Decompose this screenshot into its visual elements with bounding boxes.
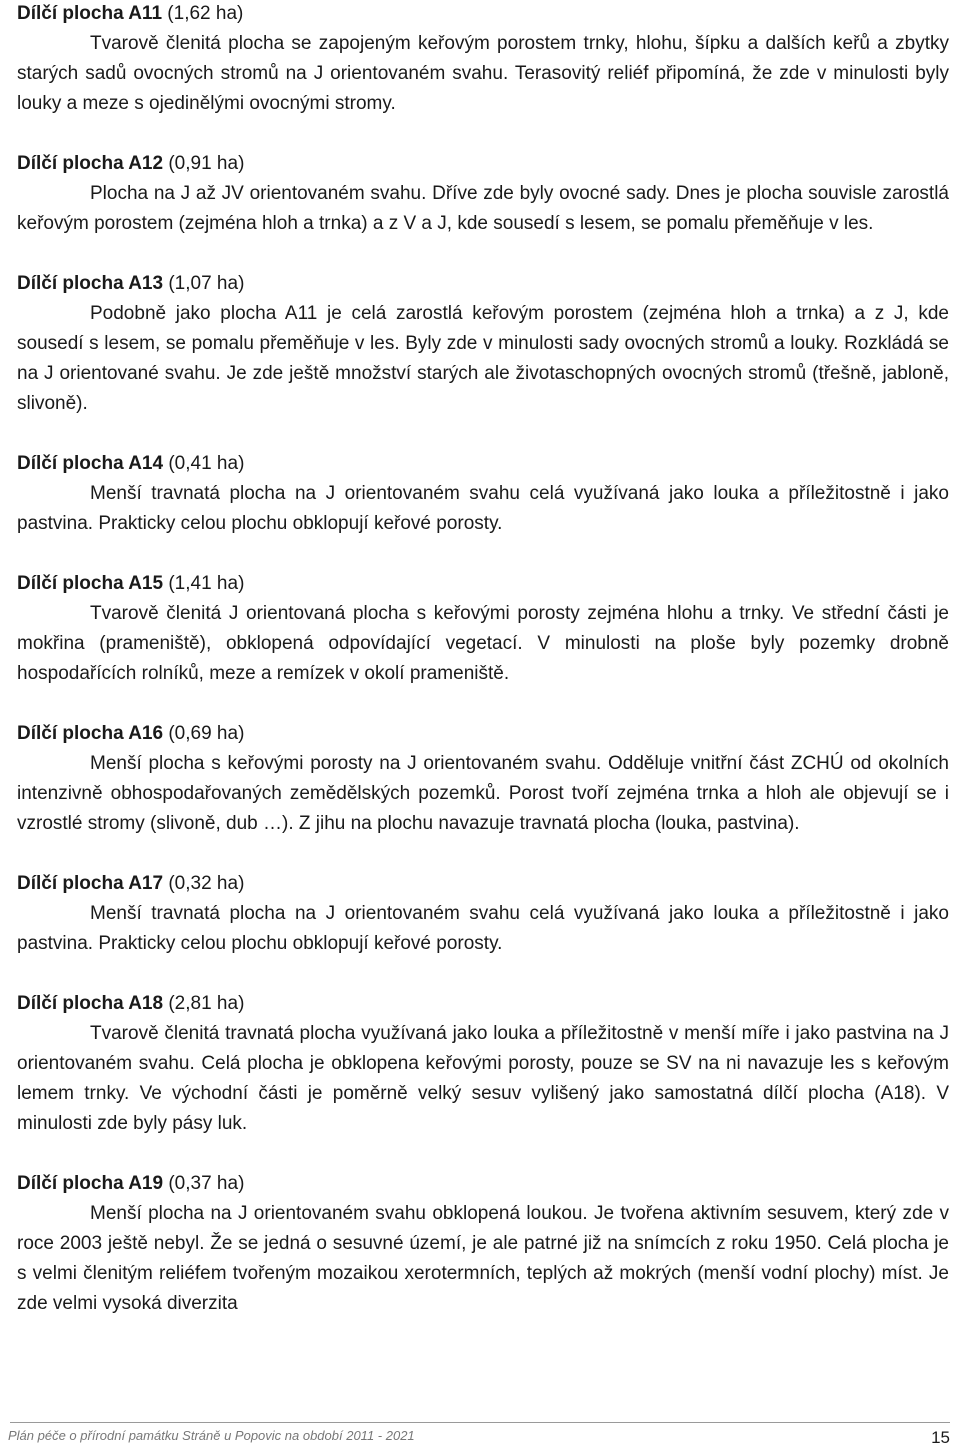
- section-text: Tvarově členitá J orientovaná plocha s keřovými porosty zejména hlohu a trnky. Ve střední části je mokřina (prameniště), obklopená odpovídající vegetací. V minulosti na ploše byly pozemky drobně hospodařících rolníků, meze a remízek v okolí prameniště.: [17, 603, 949, 684]
- section-text: Podobně jako plocha A11 je celá zarostlá keřovým porostem (zejména hloh a trnka) a z J, kde sousedí s lesem, se pomalu přeměňuje v les. Byly zde v minulosti sady ovocných stromů a louky. Rozkládá se na J orientované svahu. Je zde ještě množství starých ale životaschopných ovocných stromů (třešně, jabloně, slivoně).: [17, 303, 949, 414]
- section-area: (0,69 ha): [168, 723, 245, 744]
- section-heading: [17, 869, 949, 899]
- section-name: Dílčí plocha A18: [17, 993, 164, 1014]
- section-heading: [17, 0, 949, 29]
- section-a11: [17, 0, 949, 119]
- section-text: Menší travnatá plocha na J orientovaném svahu celá využívaná jako louka a příležitostně i jako pastvina. Prakticky celou plochu obklopují keřové porosty.: [17, 483, 949, 534]
- section-heading: [17, 449, 949, 479]
- section-a12: [17, 149, 949, 239]
- section-heading: [17, 269, 949, 299]
- section-a13: [17, 269, 949, 419]
- footer-title: Plán péče o přírodní památku Stráně u Popovic na období 2011 - 2021: [8, 1428, 415, 1443]
- section-area: (1,41 ha): [168, 573, 245, 594]
- section-heading: [17, 989, 949, 1019]
- section-area: (2,81 ha): [168, 993, 245, 1014]
- section-a19: [17, 1169, 949, 1319]
- section-a18: [17, 989, 949, 1139]
- section-heading: [17, 1169, 949, 1199]
- section-text: Tvarově členitá travnatá plocha využívaná jako louka a příležitostně v menší míře i jako pastvina na J orientovaném svahu. Celá plocha je obklopena keřovými porosty, pouze se SV na ni navazuje les s keřovým lemem trnky. Ve východní části je poměrně velký sesuv vylišený jako samostatná dílčí plocha (A18). V minulosti zde byly pásy luk.: [17, 1023, 949, 1134]
- section-text: Menší travnatá plocha na J orientovaném svahu celá využívaná jako louka a příležitostně i jako pastvina. Prakticky celou plochu obklopují keřové porosty.: [17, 903, 949, 954]
- section-area: (0,32 ha): [168, 873, 245, 894]
- section-name: Dílčí plocha A12: [17, 153, 164, 174]
- section-heading: [17, 149, 949, 179]
- section-area: (0,91 ha): [168, 153, 245, 174]
- section-area: (1,07 ha): [168, 273, 245, 294]
- section-area: (0,41 ha): [168, 453, 245, 474]
- section-text: Tvarově členitá plocha se zapojeným keřovým porostem trnky, hlohu, šípku a dalších keřů a zbytky starých sadů ovocných stromů na J orientovaném svahu. Terasovitý reliéf připomíná, že zde v minulosti byly louky a meze s ojedinělými ovocnými stromy.: [17, 33, 949, 114]
- section-name: Dílčí plocha A16: [17, 723, 164, 744]
- section-text: Menší plocha s keřovými porosty na J orientovaném svahu. Odděluje vnitřní část ZCHÚ od okolních intenzivně obhospodařovaných zemědělských pozemků. Porost tvoří zejména trnka a hloh ale objevují se i vzrostlé stromy (slivoně, dub …). Z jihu na plochu navazuje travnatá plocha (louka, pastvina).: [17, 753, 949, 834]
- section-text: Menší plocha na J orientovaném svahu obklopená loukou. Je tvořena aktivním sesuvem, který zde v roce 2003 ještě nebyl. Že se jedná o sesuvné území, je ale patrné již na snímcích z roku 1950. Celá plocha je s velmi členitým reliéfem tvořeným mozaikou xerotermních, teplých až mokrých (menší vodní plochy) míst. Je zde velmi vysoká diverzita: [17, 1203, 949, 1314]
- section-area: (0,37 ha): [168, 1173, 245, 1194]
- section-name: Dílčí plocha A11: [17, 3, 163, 24]
- document-page: [17, 0, 949, 1349]
- section-a17: [17, 869, 949, 959]
- page-number: 15: [931, 1428, 950, 1447]
- section-heading: [17, 719, 949, 749]
- section-name: Dílčí plocha A19: [17, 1173, 164, 1194]
- section-a16: [17, 719, 949, 839]
- section-text: Plocha na J až JV orientovaném svahu. Dříve zde byly ovocné sady. Dnes je plocha souvisle zarostlá keřovým porostem (zejména hloh a trnka) a z V a J, kde sousedí s lesem, se pomalu přeměňuje v les.: [17, 183, 949, 234]
- section-a14: [17, 449, 949, 539]
- section-area: (1,62 ha): [167, 3, 244, 24]
- section-name: Dílčí plocha A14: [17, 453, 164, 474]
- footer-divider: [10, 1422, 950, 1423]
- section-heading: [17, 569, 949, 599]
- section-name: Dílčí plocha A13: [17, 273, 164, 294]
- section-name: Dílčí plocha A15: [17, 573, 164, 594]
- section-name: Dílčí plocha A17: [17, 873, 164, 894]
- section-a15: [17, 569, 949, 689]
